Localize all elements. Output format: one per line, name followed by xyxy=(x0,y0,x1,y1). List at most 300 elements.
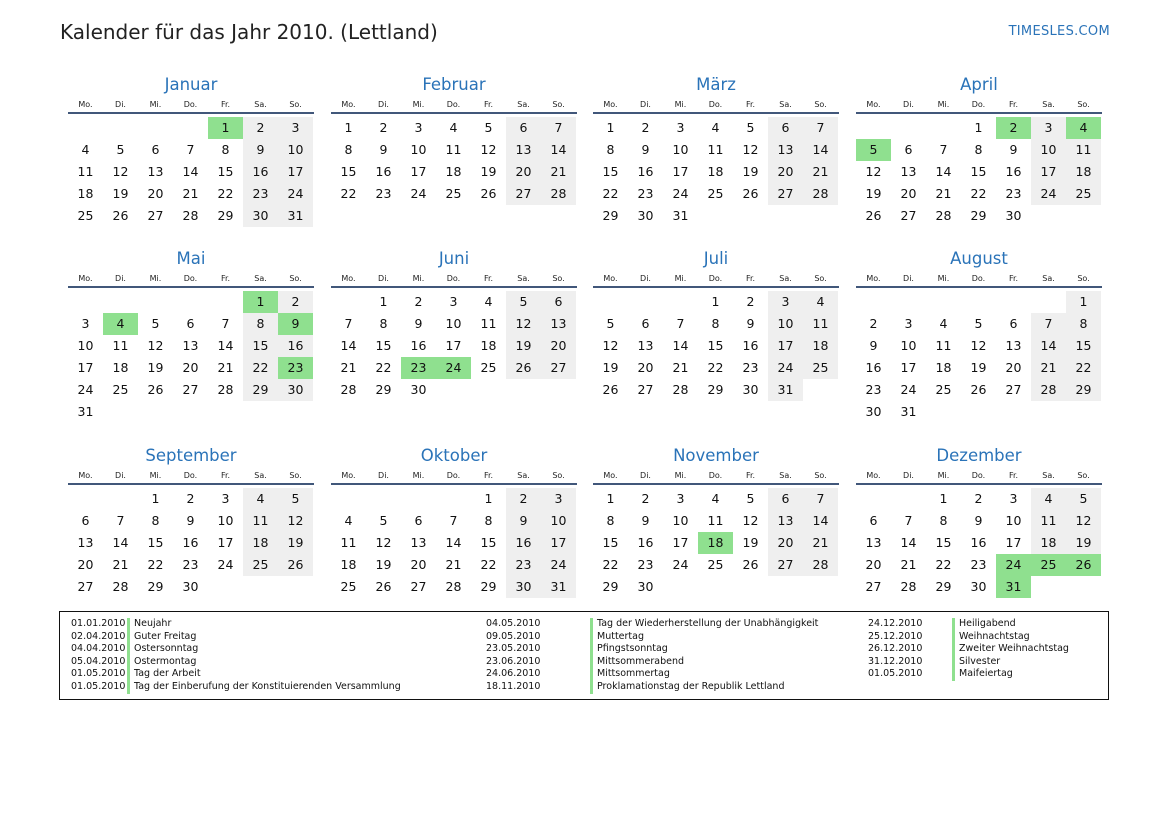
day-cell: 29 xyxy=(707,382,724,397)
day-cell: 19 xyxy=(1066,532,1101,554)
holiday-column xyxy=(486,618,818,694)
month-name: Juli xyxy=(703,249,729,268)
month-6 xyxy=(593,247,839,401)
day-cell: 22 xyxy=(602,557,619,572)
week-row xyxy=(68,117,314,139)
day-cell: 28 xyxy=(182,208,199,223)
week-row xyxy=(856,183,1102,205)
day-cell: 5 xyxy=(379,513,388,528)
day-cell-holiday: 2 xyxy=(996,117,1031,139)
day-cell: 11 xyxy=(243,510,278,532)
weekday-label: Di. xyxy=(903,100,914,109)
day-cell: 29 xyxy=(147,579,164,594)
day-cell: 11 xyxy=(445,142,462,157)
weekday-label: Mi. xyxy=(937,100,950,109)
day-cell: 31 xyxy=(900,404,917,419)
day-cell: 23 xyxy=(375,186,392,201)
day-cell: 13 xyxy=(1005,338,1022,353)
weekday-label: Fr. xyxy=(1008,274,1019,283)
weekday-label: Fr. xyxy=(220,274,231,283)
day-cell: 22 xyxy=(707,360,724,375)
day-cell: 31 xyxy=(77,404,94,419)
weekday-label: Di. xyxy=(378,471,389,480)
day-cell: 13 xyxy=(182,338,199,353)
holiday-column xyxy=(71,618,401,694)
day-cell: 10 xyxy=(672,142,689,157)
day-cell: 20 xyxy=(147,186,164,201)
day-cell: 10 xyxy=(410,142,427,157)
day-cell: 1 xyxy=(379,294,388,309)
day-cell: 18 xyxy=(803,335,838,357)
day-cell: 13 xyxy=(637,338,654,353)
day-cell: 25 xyxy=(77,208,94,223)
week-row xyxy=(68,335,314,357)
day-cell: 6 xyxy=(506,117,541,139)
day-cell: 7 xyxy=(939,142,948,157)
week-row xyxy=(593,205,839,227)
weekday-label: Mo. xyxy=(78,100,93,109)
holiday-date: 23.06.2010 xyxy=(486,655,541,667)
holiday-row xyxy=(868,643,1069,656)
day-cell: 2 xyxy=(186,491,195,506)
day-cell-holiday: 25 xyxy=(1031,554,1066,576)
day-cell: 10 xyxy=(541,510,576,532)
weekday-label: Sa. xyxy=(254,471,267,480)
holiday-row xyxy=(71,643,401,656)
day-cell: 5 xyxy=(746,120,755,135)
weekday-label: Sa. xyxy=(1042,274,1055,283)
day-cell: 7 xyxy=(1031,313,1066,335)
week-row xyxy=(331,291,577,313)
weekday-label: So. xyxy=(289,100,302,109)
day-cell: 21 xyxy=(217,360,234,375)
day-cell: 8 xyxy=(344,142,353,157)
month-4 xyxy=(68,247,314,423)
week-row xyxy=(856,379,1102,401)
day-cell: 27 xyxy=(637,382,654,397)
day-cell: 25 xyxy=(707,557,724,572)
day-cell: 14 xyxy=(541,139,576,161)
day-cell: 19 xyxy=(375,557,392,572)
holiday-name: Silvester xyxy=(952,656,1000,669)
day-cell: 8 xyxy=(243,313,278,335)
day-cell: 23 xyxy=(637,186,654,201)
day-cell: 30 xyxy=(742,382,759,397)
day-cell: 20 xyxy=(865,557,882,572)
day-cell: 25 xyxy=(445,186,462,201)
week-row xyxy=(68,291,314,313)
day-cell: 29 xyxy=(217,208,234,223)
day-cell: 28 xyxy=(112,579,129,594)
day-cell: 17 xyxy=(672,535,689,550)
day-cell: 19 xyxy=(742,164,759,179)
holiday-date: 31.12.2010 xyxy=(868,655,923,667)
day-cell: 22 xyxy=(480,557,497,572)
day-cell: 3 xyxy=(904,316,913,331)
month-name: Januar xyxy=(164,75,218,94)
holiday-name: Pfingstsonntag xyxy=(590,643,668,656)
weekday-label: Mo. xyxy=(603,471,618,480)
day-cell: 10 xyxy=(1031,139,1066,161)
day-cell: 28 xyxy=(935,208,952,223)
holiday-row xyxy=(71,618,401,631)
week-row xyxy=(68,576,314,598)
day-cell: 21 xyxy=(541,161,576,183)
day-cell: 11 xyxy=(707,513,724,528)
day-cell: 12 xyxy=(970,338,987,353)
page-title: Kalender für das Jahr 2010. (Lettland) xyxy=(60,20,438,44)
day-cell: 29 xyxy=(602,208,619,223)
day-cell: 15 xyxy=(1066,335,1101,357)
day-cell: 13 xyxy=(900,164,917,179)
day-cell: 29 xyxy=(1066,379,1101,401)
week-row xyxy=(68,379,314,401)
holiday-column xyxy=(868,618,1069,681)
day-cell: 13 xyxy=(506,139,541,161)
week-row xyxy=(856,554,1102,576)
day-cell: 17 xyxy=(672,164,689,179)
month-9 xyxy=(331,444,577,598)
day-cell: 27 xyxy=(147,208,164,223)
day-cell: 8 xyxy=(1066,313,1101,335)
month-7 xyxy=(856,247,1102,423)
day-cell: 10 xyxy=(1005,513,1022,528)
day-cell-holiday: 1 xyxy=(243,291,278,313)
day-cell-holiday: 24 xyxy=(996,554,1031,576)
holiday-name: Tag der Arbeit xyxy=(127,668,201,681)
day-cell: 25 xyxy=(340,579,357,594)
day-cell: 6 xyxy=(904,142,913,157)
weekday-label: Fr. xyxy=(483,471,494,480)
day-cell: 8 xyxy=(711,316,720,331)
day-cell: 8 xyxy=(221,142,230,157)
day-cell: 24 xyxy=(541,554,576,576)
weekday-label: Fr. xyxy=(483,100,494,109)
day-cell: 11 xyxy=(935,338,952,353)
day-cell: 10 xyxy=(768,313,803,335)
day-cell: 14 xyxy=(182,164,199,179)
week-row xyxy=(331,357,577,379)
weekday-label: Do. xyxy=(971,471,986,480)
weekday-label: Sa. xyxy=(517,274,530,283)
day-cell: 1 xyxy=(151,491,160,506)
day-cell: 7 xyxy=(449,513,458,528)
holiday-row xyxy=(71,668,401,681)
day-cell: 11 xyxy=(77,164,94,179)
month-2 xyxy=(593,73,839,227)
day-cell: 24 xyxy=(278,183,313,205)
week-row xyxy=(331,554,577,576)
day-cell: 22 xyxy=(935,557,952,572)
day-cell: 8 xyxy=(379,316,388,331)
week-row xyxy=(856,139,1102,161)
week-row xyxy=(331,139,577,161)
day-cell: 21 xyxy=(900,557,917,572)
holiday-row xyxy=(868,656,1069,669)
day-cell: 25 xyxy=(112,382,129,397)
day-cell: 11 xyxy=(480,316,497,331)
day-cell: 16 xyxy=(1005,164,1022,179)
weekday-label: Fr. xyxy=(220,100,231,109)
weekday-label: Mi. xyxy=(149,100,162,109)
day-cell: 6 xyxy=(414,513,423,528)
holiday-row xyxy=(486,656,818,669)
holiday-name: Muttertag xyxy=(590,631,644,644)
day-cell: 26 xyxy=(112,208,129,223)
day-cell: 21 xyxy=(1031,357,1066,379)
day-cell: 24 xyxy=(1031,183,1066,205)
holiday-row xyxy=(486,618,818,631)
day-cell: 1 xyxy=(1066,291,1101,313)
day-cell: 6 xyxy=(768,488,803,510)
holiday-name: Maifeiertag xyxy=(952,668,1013,681)
site-link[interactable]: TIMESLES.COM xyxy=(1008,24,1110,39)
day-cell: 23 xyxy=(506,554,541,576)
day-cell: 30 xyxy=(278,379,313,401)
weekday-label: Mo. xyxy=(603,274,618,283)
month-name: November xyxy=(673,446,759,465)
holiday-date: 24.12.2010 xyxy=(868,618,923,629)
day-cell: 13 xyxy=(865,535,882,550)
weekday-header xyxy=(593,97,839,114)
weekday-label: Di. xyxy=(378,274,389,283)
day-cell: 13 xyxy=(541,313,576,335)
day-cell: 5 xyxy=(151,316,160,331)
day-cell: 26 xyxy=(480,186,497,201)
day-cell: 18 xyxy=(935,360,952,375)
day-cell: 28 xyxy=(803,554,838,576)
holiday-name: Tag der Einberufung der Konstituierenden Versammlung xyxy=(127,681,401,694)
week-row xyxy=(331,117,577,139)
day-cell: 5 xyxy=(278,488,313,510)
day-cell: 12 xyxy=(742,513,759,528)
holiday-row xyxy=(71,631,401,644)
weekday-label: Mi. xyxy=(149,274,162,283)
day-cell: 16 xyxy=(375,164,392,179)
day-cell: 16 xyxy=(410,338,427,353)
day-cell: 2 xyxy=(379,120,388,135)
day-cell-holiday: 23 xyxy=(401,357,436,379)
weekday-label: Mo. xyxy=(866,274,881,283)
weekday-label: Mo. xyxy=(603,100,618,109)
day-cell-holiday: 18 xyxy=(698,532,733,554)
day-cell: 12 xyxy=(278,510,313,532)
day-cell: 21 xyxy=(182,186,199,201)
day-cell-holiday: 24 xyxy=(436,357,471,379)
month-11 xyxy=(856,444,1102,598)
day-cell: 15 xyxy=(707,338,724,353)
day-cell: 16 xyxy=(506,532,541,554)
day-cell: 14 xyxy=(900,535,917,550)
day-cell: 23 xyxy=(742,360,759,375)
day-cell: 6 xyxy=(151,142,160,157)
day-cell: 19 xyxy=(865,186,882,201)
week-row xyxy=(593,554,839,576)
day-cell: 23 xyxy=(1005,186,1022,201)
day-cell: 4 xyxy=(803,291,838,313)
week-row xyxy=(856,205,1102,227)
day-cell: 1 xyxy=(711,294,720,309)
day-cell: 12 xyxy=(147,338,164,353)
weekday-header xyxy=(331,97,577,114)
day-cell: 30 xyxy=(506,576,541,598)
day-cell: 19 xyxy=(278,532,313,554)
day-cell: 27 xyxy=(768,183,803,205)
day-cell: 14 xyxy=(803,510,838,532)
weekday-label: Sa. xyxy=(779,471,792,480)
day-cell: 15 xyxy=(970,164,987,179)
day-cell: 8 xyxy=(484,513,493,528)
month-name: September xyxy=(145,446,237,465)
weekday-header xyxy=(593,271,839,288)
day-cell: 30 xyxy=(970,579,987,594)
day-cell: 3 xyxy=(81,316,90,331)
weekday-label: Do. xyxy=(708,274,723,283)
weekday-label: Mi. xyxy=(412,100,425,109)
day-cell: 12 xyxy=(1066,510,1101,532)
day-cell: 12 xyxy=(865,164,882,179)
day-cell: 30 xyxy=(243,205,278,227)
day-cell: 6 xyxy=(81,513,90,528)
weekday-label: Mi. xyxy=(412,274,425,283)
week-row xyxy=(593,335,839,357)
week-row xyxy=(593,183,839,205)
day-cell: 20 xyxy=(1005,360,1022,375)
holiday-date: 25.12.2010 xyxy=(868,630,923,642)
day-cell-holiday: 5 xyxy=(856,139,891,161)
holiday-date: 04.04.2010 xyxy=(71,643,126,655)
day-cell: 19 xyxy=(742,535,759,550)
day-cell: 2 xyxy=(641,120,650,135)
day-cell: 22 xyxy=(375,360,392,375)
day-cell: 24 xyxy=(217,557,234,572)
day-cell: 27 xyxy=(865,579,882,594)
day-cell: 29 xyxy=(935,579,952,594)
day-cell: 29 xyxy=(480,579,497,594)
weekday-label: Do. xyxy=(708,100,723,109)
day-cell: 9 xyxy=(641,142,650,157)
holiday-row xyxy=(868,631,1069,644)
holiday-date: 04.05.2010 xyxy=(486,618,541,629)
day-cell: 7 xyxy=(344,316,353,331)
day-cell: 30 xyxy=(182,579,199,594)
day-cell: 17 xyxy=(768,335,803,357)
day-cell: 27 xyxy=(410,579,427,594)
day-cell: 9 xyxy=(243,139,278,161)
day-cell: 31 xyxy=(541,576,576,598)
day-cell: 3 xyxy=(1009,491,1018,506)
week-row xyxy=(593,139,839,161)
day-cell: 20 xyxy=(410,557,427,572)
week-row xyxy=(856,291,1102,313)
weekday-label: Mi. xyxy=(674,274,687,283)
weekday-label: Mo. xyxy=(866,471,881,480)
week-row xyxy=(331,183,577,205)
week-row xyxy=(856,313,1102,335)
day-cell: 12 xyxy=(602,338,619,353)
weekday-label: Sa. xyxy=(1042,471,1055,480)
day-cell: 15 xyxy=(243,335,278,357)
day-cell: 9 xyxy=(746,316,755,331)
day-cell: 25 xyxy=(480,360,497,375)
weekday-label: Di. xyxy=(115,100,126,109)
day-cell: 31 xyxy=(278,205,313,227)
day-cell: 26 xyxy=(742,557,759,572)
week-row xyxy=(68,313,314,335)
week-row xyxy=(331,510,577,532)
weekday-label: So. xyxy=(814,471,827,480)
weekday-label: So. xyxy=(1077,274,1090,283)
day-cell: 5 xyxy=(116,142,125,157)
day-cell: 10 xyxy=(278,139,313,161)
day-cell: 2 xyxy=(869,316,878,331)
weekday-label: Fr. xyxy=(745,100,756,109)
day-cell: 18 xyxy=(112,360,129,375)
day-cell: 9 xyxy=(869,338,878,353)
month-10 xyxy=(593,444,839,598)
day-cell: 6 xyxy=(768,117,803,139)
day-cell: 18 xyxy=(445,164,462,179)
day-cell: 19 xyxy=(970,360,987,375)
day-cell: 4 xyxy=(449,120,458,135)
holiday-name: Guter Freitag xyxy=(127,631,196,644)
day-cell: 16 xyxy=(637,535,654,550)
day-cell: 23 xyxy=(243,183,278,205)
day-cell: 2 xyxy=(243,117,278,139)
day-cell: 24 xyxy=(768,357,803,379)
day-cell: 18 xyxy=(77,186,94,201)
day-cell: 1 xyxy=(974,120,983,135)
day-cell: 3 xyxy=(278,117,313,139)
holiday-name: Neujahr xyxy=(127,618,171,631)
day-cell: 12 xyxy=(112,164,129,179)
day-cell: 30 xyxy=(410,382,427,397)
day-cell: 8 xyxy=(606,513,615,528)
day-cell: 1 xyxy=(939,491,948,506)
day-cell: 7 xyxy=(186,142,195,157)
day-cell: 19 xyxy=(602,360,619,375)
week-row xyxy=(68,510,314,532)
day-cell: 13 xyxy=(768,139,803,161)
week-row xyxy=(593,379,839,401)
day-cell: 4 xyxy=(1031,488,1066,510)
day-cell: 17 xyxy=(278,161,313,183)
day-cell: 24 xyxy=(77,382,94,397)
day-cell: 4 xyxy=(484,294,493,309)
day-cell: 25 xyxy=(803,357,838,379)
week-row xyxy=(331,576,577,598)
day-cell: 10 xyxy=(77,338,94,353)
weekday-label: Mo. xyxy=(341,274,356,283)
day-cell: 3 xyxy=(1031,117,1066,139)
day-cell: 24 xyxy=(410,186,427,201)
day-cell: 9 xyxy=(506,510,541,532)
day-cell: 16 xyxy=(182,535,199,550)
day-cell: 20 xyxy=(637,360,654,375)
day-cell: 18 xyxy=(1031,532,1066,554)
day-cell: 25 xyxy=(707,186,724,201)
weekday-label: Sa. xyxy=(254,100,267,109)
day-cell: 6 xyxy=(541,291,576,313)
day-cell: 27 xyxy=(506,183,541,205)
week-row xyxy=(856,161,1102,183)
day-cell: 28 xyxy=(900,579,917,594)
week-row xyxy=(331,313,577,335)
day-cell: 6 xyxy=(869,513,878,528)
day-cell: 11 xyxy=(1066,139,1101,161)
holiday-name: Ostermontag xyxy=(127,656,196,669)
day-cell: 7 xyxy=(541,117,576,139)
